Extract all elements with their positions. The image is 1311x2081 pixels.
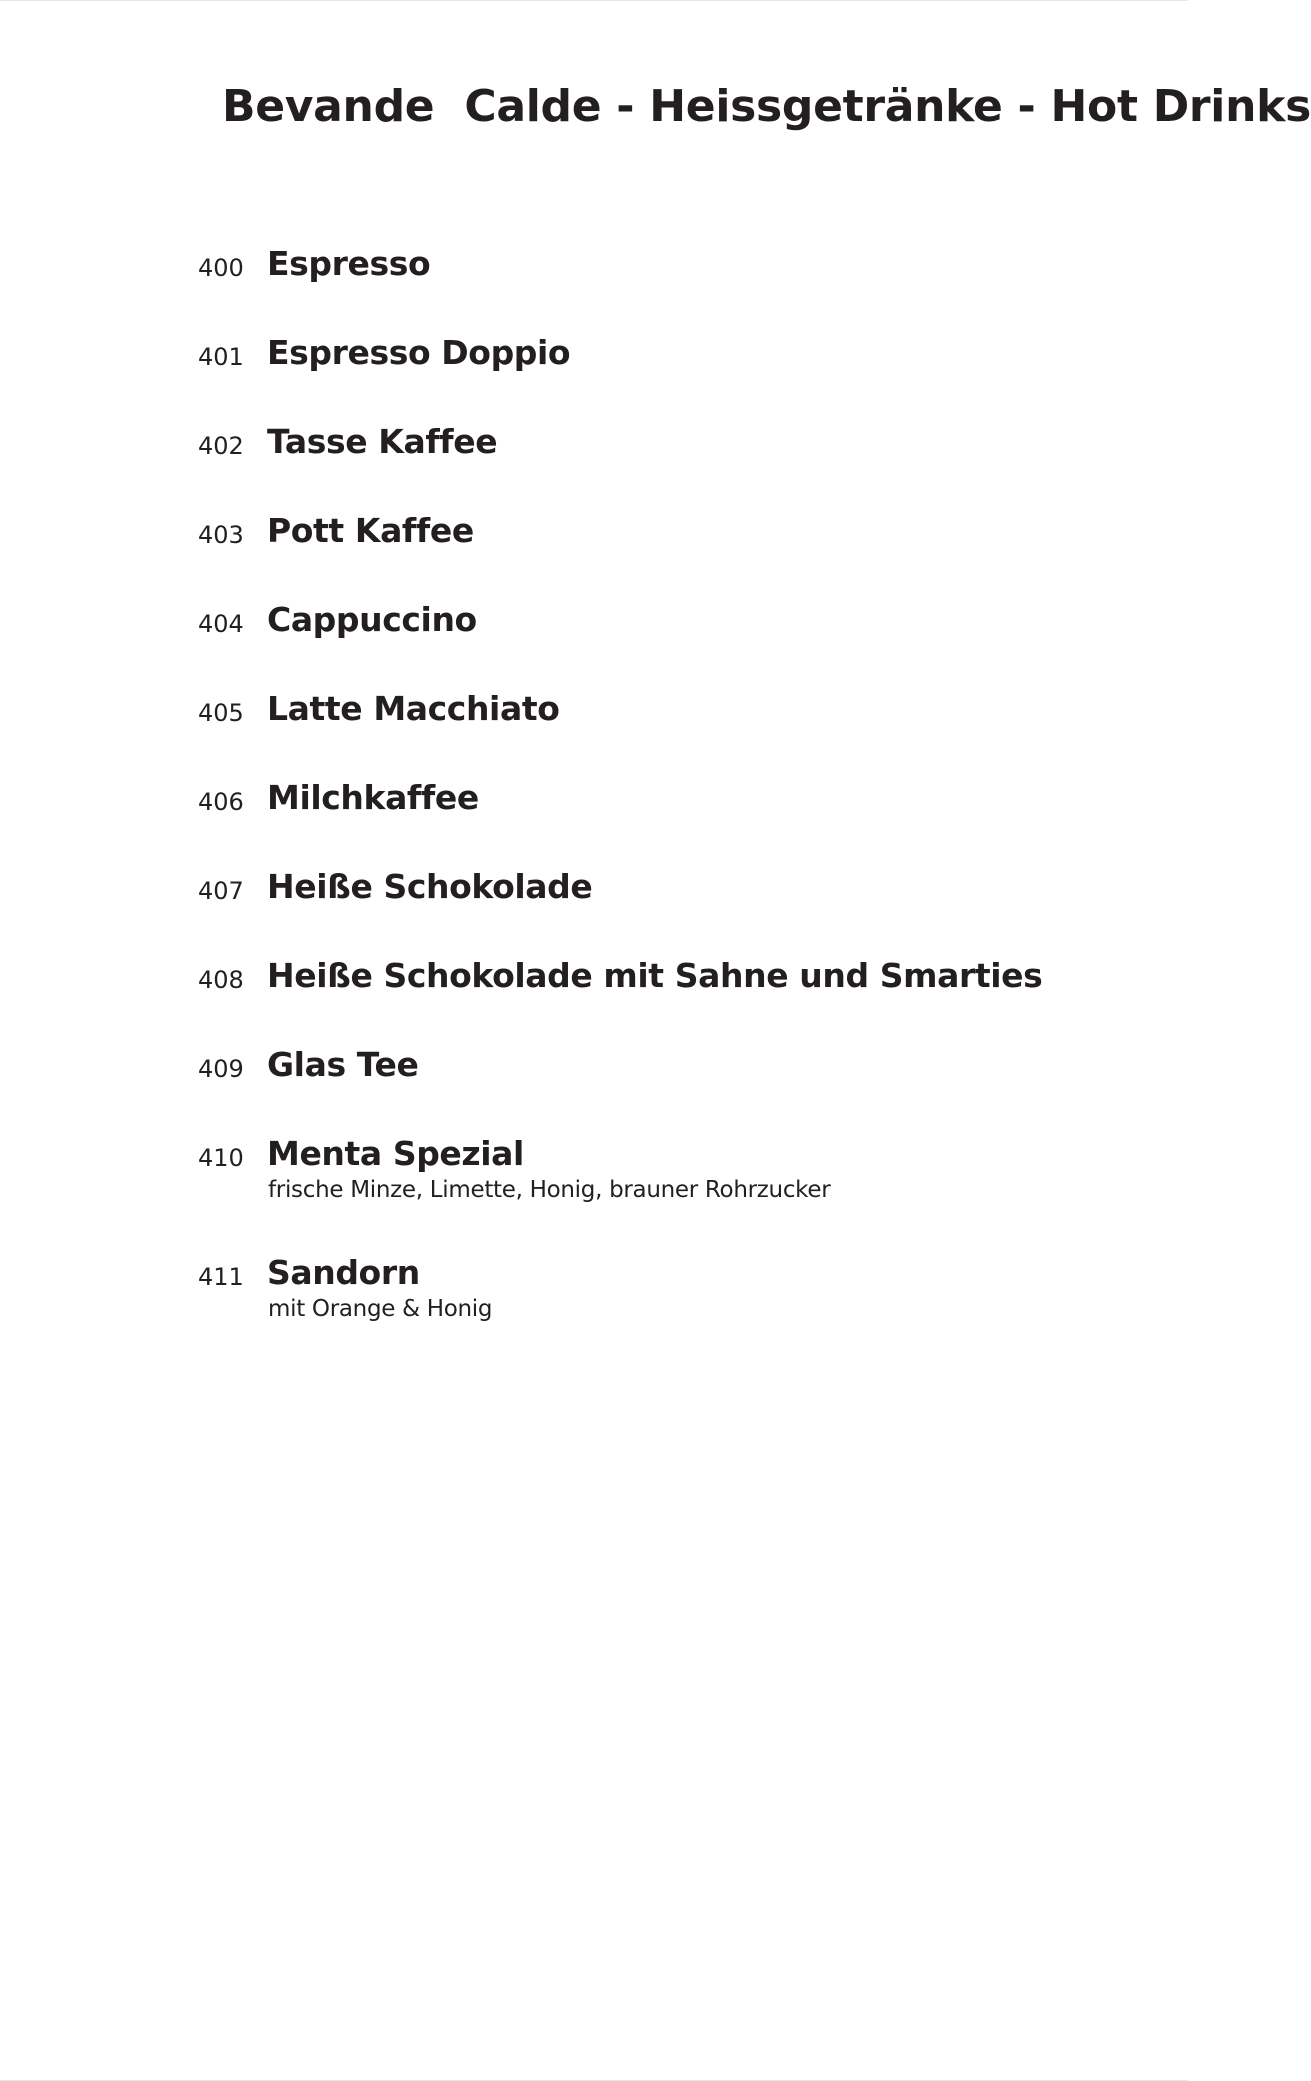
item-name: Heiße Schokolade: [267, 867, 593, 906]
page-title: Bevande Calde - Heissgetränke - Hot Drinks: [222, 81, 1311, 132]
item-name: Glas Tee: [267, 1045, 419, 1084]
item-description: frische Minze, Limette, Honig, brauner Rohrzucker: [268, 1177, 831, 1203]
item-number: 403: [198, 521, 244, 549]
item-number: 411: [198, 1263, 244, 1291]
item-name: Latte Macchiato: [267, 689, 560, 728]
item-number: 401: [198, 343, 244, 371]
item-number: 406: [198, 788, 244, 816]
item-number: 404: [198, 610, 244, 638]
item-name: Heiße Schokolade mit Sahne und Smarties: [267, 956, 1043, 995]
item-number: 408: [198, 966, 244, 994]
item-name: Espresso: [267, 244, 431, 283]
item-description: mit Orange & Honig: [268, 1296, 493, 1322]
item-number: 410: [198, 1144, 244, 1172]
item-name: Pott Kaffee: [267, 511, 474, 550]
item-name: Milchkaffee: [267, 778, 479, 817]
item-number: 407: [198, 877, 244, 905]
item-number: 400: [198, 254, 244, 282]
item-number: 409: [198, 1055, 244, 1083]
item-name: Sandorn: [267, 1253, 420, 1292]
item-name: Menta Spezial: [267, 1134, 524, 1173]
item-name: Espresso Doppio: [267, 333, 571, 372]
item-name: Tasse Kaffee: [267, 422, 498, 461]
item-number: 402: [198, 432, 244, 460]
item-name: Cappuccino: [267, 600, 477, 639]
item-number: 405: [198, 699, 244, 727]
